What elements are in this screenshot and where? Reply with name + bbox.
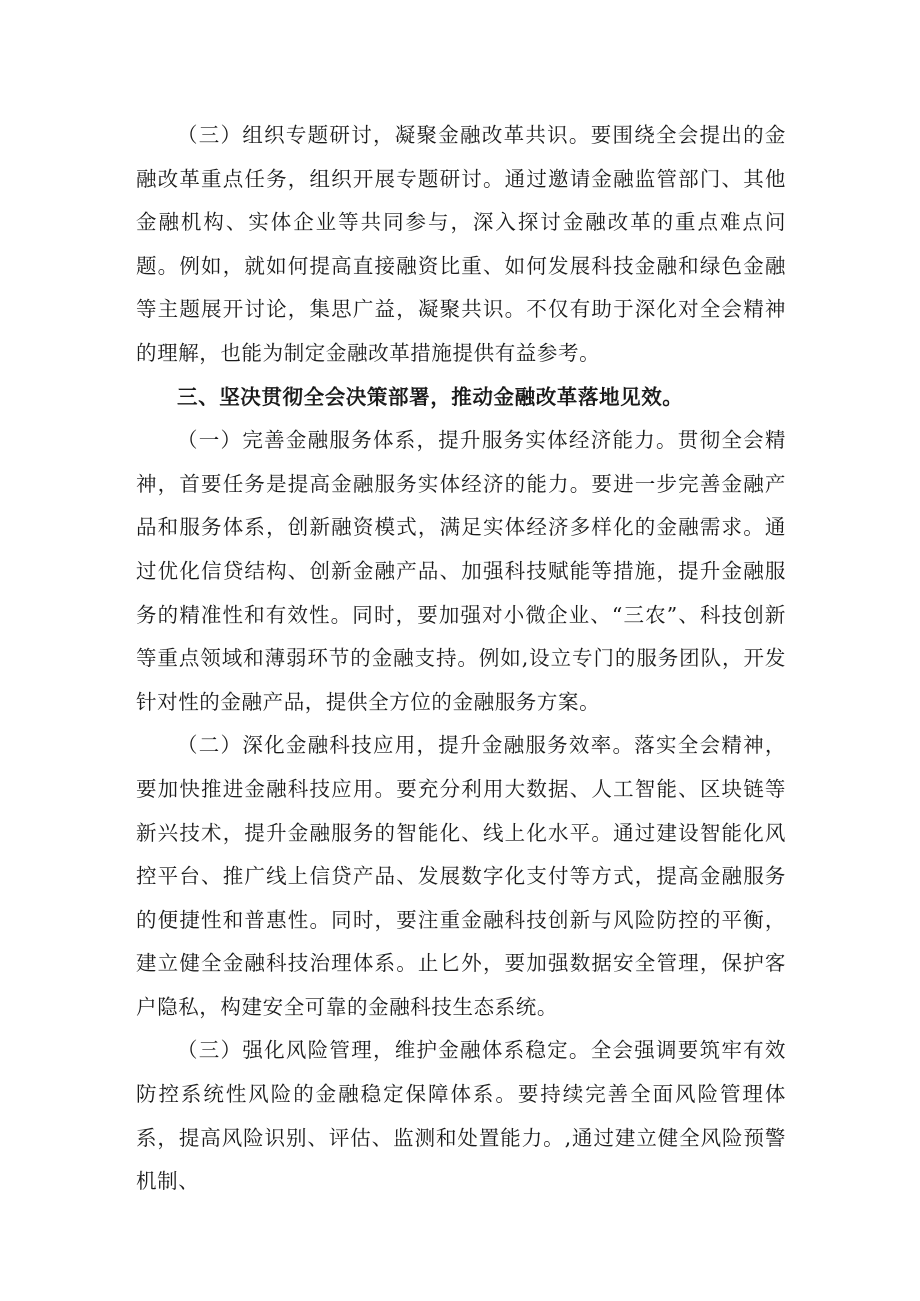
document-body: [136, 114, 786, 1204]
paragraph-financial-service-system: （一）完善金融服务体系，提升服务实体经济能力。贯彻全会精神，首要任务是提高金融服务实体经济的能力。要进一步完善金融产品和服务体系，创新融资模式，满足实体经济多样化的金融需求。通过优化信贷结构、创新金融产品、加强科技赋能等措施，提升金融服务的精准性和有效性。同时，要加强对小微企业、“三农”、科技创新等重点领域和薄弱环节的金融支持。例如,设立专门的服务团队，开发针对性的金融产品，提供全方位的金融服务方案。: [136, 428, 786, 714]
paragraph-risk-management: （三）强化风险管理，维护金融体系稳定。全会强调要筑牢有效防控系统性风险的金融稳定保障体系。要持续完善全面风险管理体系，提高风险识别、评估、监测和处置能力。,通过建立健全风险预警机制、: [136, 1038, 786, 1194]
paragraph-fintech-application: （二）深化金融科技应用，提升金融服务效率。落实全会精神，要加快推进金融科技应用。要充分利用大数据、人工智能、区块链等新兴技术，提升金融服务的智能化、线上化水平。通过建设智能化风控平台、推广线上信贷产品、发展数字化支付等方式，提高金融服务的便捷性和普惠性。同时，要注重金融科技创新与风险防控的平衡，建立健全金融科技治理体系。止匕外，要加强数据安全管理，保护客户隐私，构建安全可靠的金融科技生态系统。: [136, 733, 786, 1019]
section-heading-three: 三、坚决贯彻全会决策部署，推动金融改革落地见效。: [177, 384, 684, 409]
paragraph-topic-seminar: （三）组织专题研讨，凝聚金融改革共识。要围绕全会提出的金融改革重点任务，组织开展专题研讨。通过邀请金融监管部门、其他金融机构、实体企业等共同参与，深入探讨金融改革的重点难点问题。例如，就如何提高直接融资比重、如何发展科技金融和绿色金融等主题展开讨论，集思广益，凝聚共识。不仅有助于深化对全会精神的理解，也能为制定金融改革措施提供有益参考。: [136, 123, 786, 365]
